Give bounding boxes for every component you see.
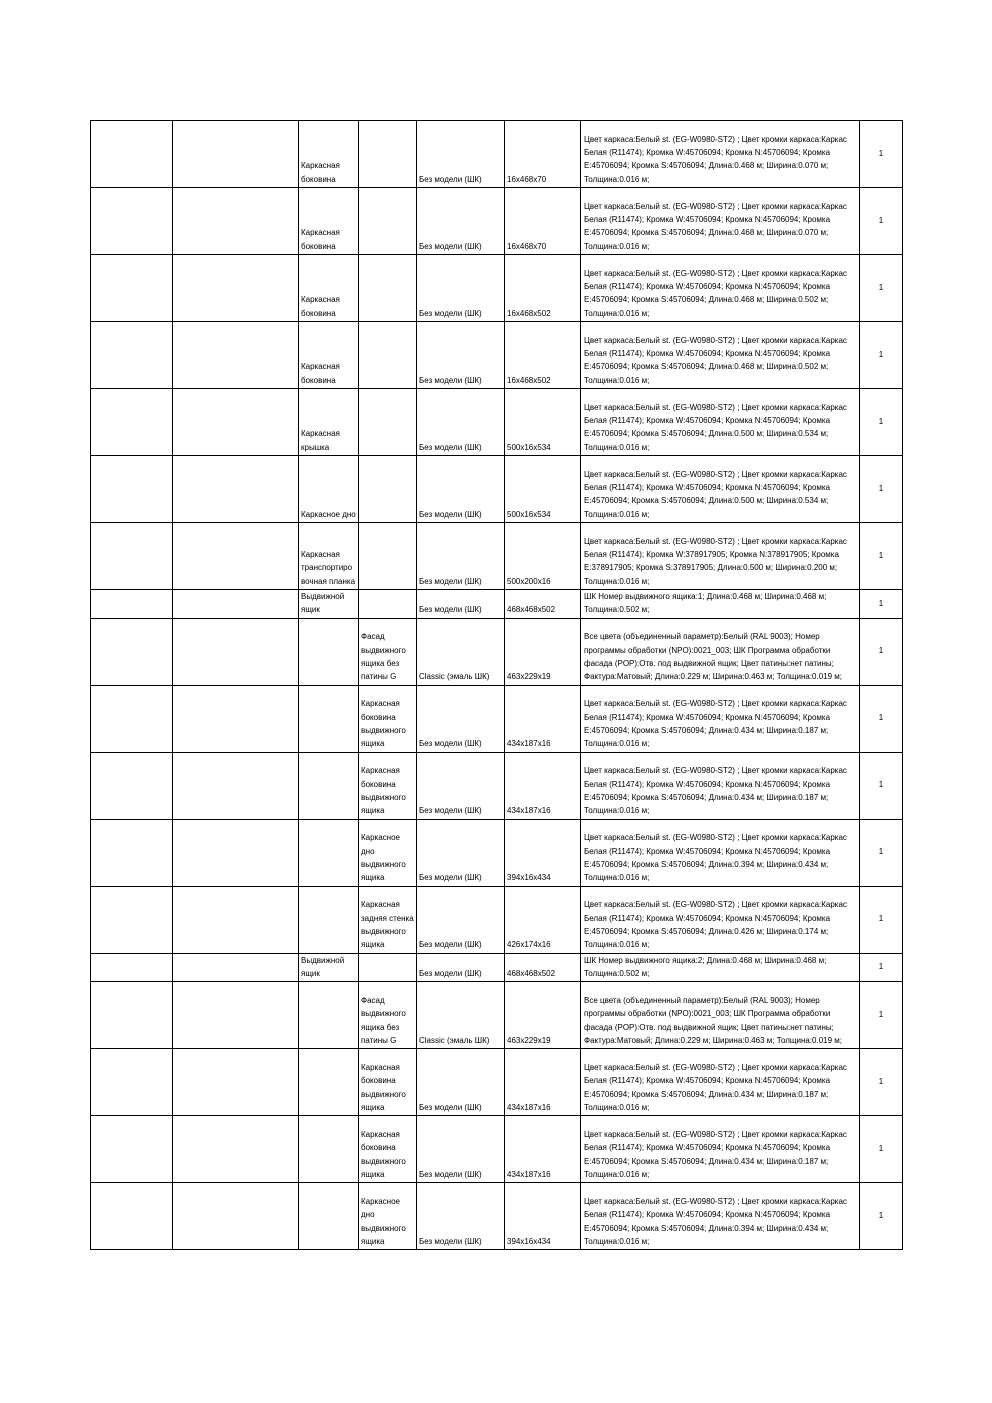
table-row	[91, 752, 903, 819]
cell-description: Цвет каркаса:Белый st. (EG-W0980-ST2) ; Цвет кромки каркаса:Каркас Белая (R11474); Кромка W:378917905; Кромка N:378917905; Кромка E:378917905; Кромка S:378917905; Длина:0.500 м; Ширина:0.200 м; Толщина:0.016 м;	[581, 523, 860, 590]
cell-subpart-name: Фасад выдвижного ящика без патины G	[359, 982, 417, 1049]
cell-description: Цвет каркаса:Белый st. (EG-W0980-ST2) ; Цвет кромки каркаса:Каркас Белая (R11474); Кромка W:45706094; Кромка N:45706094; Кромка E:45706094; Кромка S:45706094; Длина:0.468 м; Ширина:0.502 м; Толщина:0.016 м;	[581, 255, 860, 322]
cell-description: Цвет каркаса:Белый st. (EG-W0980-ST2) ; Цвет кромки каркаса:Каркас Белая (R11474); Кромка W:45706094; Кромка N:45706094; Кромка E:45706094; Кромка S:45706094; Длина:0.468 м; Ширина:0.070 м; Толщина:0.016 м;	[581, 121, 860, 188]
cell-col-2	[173, 685, 299, 752]
cell-model: Без модели (ШК)	[417, 819, 505, 886]
cell-col-2	[173, 886, 299, 953]
table-row	[91, 819, 903, 886]
cell-col-1	[91, 322, 173, 389]
cell-quantity: 1	[860, 1183, 903, 1250]
cell-col-2	[173, 523, 299, 590]
cell-model: Без модели (ШК)	[417, 685, 505, 752]
cell-description: Цвет каркаса:Белый st. (EG-W0980-ST2) ; Цвет кромки каркаса:Каркас Белая (R11474); Кромка W:45706094; Кромка N:45706094; Кромка E:45706094; Кромка S:45706094; Длина:0.468 м; Ширина:0.502 м; Толщина:0.016 м;	[581, 322, 860, 389]
cell-subpart-name	[359, 389, 417, 456]
cell-col-1	[91, 389, 173, 456]
table-row	[91, 685, 903, 752]
cell-part-name: Каркасная боковина	[299, 255, 359, 322]
cell-col-2	[173, 121, 299, 188]
cell-subpart-name	[359, 322, 417, 389]
cell-description: Цвет каркаса:Белый st. (EG-W0980-ST2) ; Цвет кромки каркаса:Каркас Белая (R11474); Кромка W:45706094; Кромка N:45706094; Кромка E:45706094; Кромка S:45706094; Длина:0.500 м; Ширина:0.534 м; Толщина:0.016 м;	[581, 456, 860, 523]
cell-model: Classic (эмаль ШК)	[417, 982, 505, 1049]
table-row	[91, 523, 903, 590]
cell-description: Все цвета (объединенный параметр):Белый (RAL 9003); Номер программы обработки (NPO):0021_003; ШК Программа обработки фасада (POP):Отв. под выдвижной ящик; Цвет патины:нет патины; Фактура:Матовый; Длина:0.229 м; Ширина:0.463 м; Толщина:0.019 м;	[581, 982, 860, 1049]
cell-subpart-name: Фасад выдвижного ящика без патины G	[359, 618, 417, 685]
cell-col-1	[91, 819, 173, 886]
cell-quantity: 1	[860, 389, 903, 456]
cell-col-2	[173, 389, 299, 456]
cell-model: Без модели (ШК)	[417, 322, 505, 389]
cell-col-1	[91, 188, 173, 255]
cell-col-1	[91, 590, 173, 619]
cell-col-1	[91, 982, 173, 1049]
cell-quantity: 1	[860, 953, 903, 982]
cell-quantity: 1	[860, 618, 903, 685]
cell-quantity: 1	[860, 456, 903, 523]
specification-table	[90, 120, 903, 1250]
table-row	[91, 618, 903, 685]
cell-description: ШК Номер выдвижного ящика:1; Длина:0.468 м; Ширина:0.468 м; Толщина:0.502 м;	[581, 590, 860, 619]
cell-col-2	[173, 982, 299, 1049]
cell-part-name	[299, 886, 359, 953]
cell-size: 434x187x16	[505, 685, 581, 752]
cell-model: Без модели (ШК)	[417, 1116, 505, 1183]
cell-model: Без модели (ШК)	[417, 752, 505, 819]
cell-col-1	[91, 752, 173, 819]
cell-col-2	[173, 752, 299, 819]
cell-col-1	[91, 121, 173, 188]
cell-size: 500x16x534	[505, 389, 581, 456]
table-row	[91, 982, 903, 1049]
cell-col-2	[173, 953, 299, 982]
table-row	[91, 456, 903, 523]
cell-part-name	[299, 819, 359, 886]
cell-col-1	[91, 685, 173, 752]
cell-model: Без модели (ШК)	[417, 1183, 505, 1250]
cell-col-2	[173, 188, 299, 255]
cell-model: Без модели (ШК)	[417, 886, 505, 953]
table-row	[91, 255, 903, 322]
cell-model: Без модели (ШК)	[417, 121, 505, 188]
cell-size: 463x229x19	[505, 618, 581, 685]
table-row	[91, 121, 903, 188]
cell-col-2	[173, 322, 299, 389]
cell-size: 434x187x16	[505, 752, 581, 819]
cell-col-2	[173, 1116, 299, 1183]
cell-col-2	[173, 456, 299, 523]
cell-subpart-name	[359, 121, 417, 188]
cell-size: 468x468x502	[505, 953, 581, 982]
table-row	[91, 1116, 903, 1183]
cell-size: 16x468x70	[505, 188, 581, 255]
cell-subpart-name: Каркасная боковина выдвижного ящика	[359, 685, 417, 752]
cell-part-name	[299, 1183, 359, 1250]
cell-model: Classic (эмаль ШК)	[417, 618, 505, 685]
cell-model: Без модели (ШК)	[417, 953, 505, 982]
cell-part-name	[299, 685, 359, 752]
cell-subpart-name	[359, 188, 417, 255]
cell-quantity: 1	[860, 819, 903, 886]
cell-size: 500x16x534	[505, 456, 581, 523]
cell-col-1	[91, 886, 173, 953]
cell-description: Цвет каркаса:Белый st. (EG-W0980-ST2) ; Цвет кромки каркаса:Каркас Белая (R11474); Кромка W:45706094; Кромка N:45706094; Кромка E:45706094; Кромка S:45706094; Длина:0.394 м; Ширина:0.434 м; Толщина:0.016 м;	[581, 819, 860, 886]
table-row	[91, 886, 903, 953]
cell-subpart-name: Каркасная задняя стенка выдвижного ящика	[359, 886, 417, 953]
cell-col-2	[173, 819, 299, 886]
cell-subpart-name	[359, 523, 417, 590]
cell-subpart-name: Каркасная боковина выдвижного ящика	[359, 1049, 417, 1116]
table-row	[91, 188, 903, 255]
table-row	[91, 953, 903, 982]
cell-col-1	[91, 523, 173, 590]
cell-part-name: Каркасная боковина	[299, 188, 359, 255]
cell-part-name: Каркасное дно	[299, 456, 359, 523]
cell-col-2	[173, 255, 299, 322]
cell-col-1	[91, 456, 173, 523]
cell-subpart-name	[359, 456, 417, 523]
cell-col-1	[91, 1116, 173, 1183]
cell-quantity: 1	[860, 188, 903, 255]
cell-description: Цвет каркаса:Белый st. (EG-W0980-ST2) ; Цвет кромки каркаса:Каркас Белая (R11474); Кромка W:45706094; Кромка N:45706094; Кромка E:45706094; Кромка S:45706094; Длина:0.426 м; Ширина:0.174 м; Толщина:0.016 м;	[581, 886, 860, 953]
cell-size: 16x468x70	[505, 121, 581, 188]
cell-part-name	[299, 982, 359, 1049]
table-row	[91, 322, 903, 389]
table-body	[91, 121, 903, 1250]
cell-part-name: Каркасная боковина	[299, 121, 359, 188]
cell-quantity: 1	[860, 121, 903, 188]
cell-quantity: 1	[860, 1049, 903, 1116]
cell-part-name	[299, 618, 359, 685]
cell-description: Цвет каркаса:Белый st. (EG-W0980-ST2) ; Цвет кромки каркаса:Каркас Белая (R11474); Кромка W:45706094; Кромка N:45706094; Кромка E:45706094; Кромка S:45706094; Длина:0.394 м; Ширина:0.434 м; Толщина:0.016 м;	[581, 1183, 860, 1250]
cell-part-name: Выдвижной ящик	[299, 590, 359, 619]
table-row	[91, 590, 903, 619]
cell-subpart-name	[359, 953, 417, 982]
cell-description: Цвет каркаса:Белый st. (EG-W0980-ST2) ; Цвет кромки каркаса:Каркас Белая (R11474); Кромка W:45706094; Кромка N:45706094; Кромка E:45706094; Кромка S:45706094; Длина:0.468 м; Ширина:0.070 м; Толщина:0.016 м;	[581, 188, 860, 255]
cell-subpart-name: Каркасная боковина выдвижного ящика	[359, 1116, 417, 1183]
cell-model: Без модели (ШК)	[417, 1049, 505, 1116]
cell-description: Все цвета (объединенный параметр):Белый (RAL 9003); Номер программы обработки (NPO):0021_003; ШК Программа обработки фасада (POP):Отв. под выдвижной ящик; Цвет патины:нет патины; Фактура:Матовый; Длина:0.229 м; Ширина:0.463 м; Толщина:0.019 м;	[581, 618, 860, 685]
cell-size: 394x16x434	[505, 819, 581, 886]
cell-subpart-name: Каркасное дно выдвижного ящика	[359, 1183, 417, 1250]
cell-part-name	[299, 752, 359, 819]
cell-col-2	[173, 590, 299, 619]
cell-size: 434x187x16	[505, 1116, 581, 1183]
cell-quantity: 1	[860, 886, 903, 953]
cell-subpart-name: Каркасная боковина выдвижного ящика	[359, 752, 417, 819]
cell-size: 463x229x19	[505, 982, 581, 1049]
cell-quantity: 1	[860, 1116, 903, 1183]
cell-col-1	[91, 1183, 173, 1250]
cell-description: Цвет каркаса:Белый st. (EG-W0980-ST2) ; Цвет кромки каркаса:Каркас Белая (R11474); Кромка W:45706094; Кромка N:45706094; Кромка E:45706094; Кромка S:45706094; Длина:0.434 м; Ширина:0.187 м; Толщина:0.016 м;	[581, 685, 860, 752]
cell-description: Цвет каркаса:Белый st. (EG-W0980-ST2) ; Цвет кромки каркаса:Каркас Белая (R11474); Кромка W:45706094; Кромка N:45706094; Кромка E:45706094; Кромка S:45706094; Длина:0.434 м; Ширина:0.187 м; Толщина:0.016 м;	[581, 752, 860, 819]
cell-size: 500x200x16	[505, 523, 581, 590]
cell-quantity: 1	[860, 752, 903, 819]
cell-size: 468x468x502	[505, 590, 581, 619]
cell-model: Без модели (ШК)	[417, 590, 505, 619]
cell-subpart-name	[359, 255, 417, 322]
cell-model: Без модели (ШК)	[417, 255, 505, 322]
cell-quantity: 1	[860, 255, 903, 322]
cell-description: Цвет каркаса:Белый st. (EG-W0980-ST2) ; Цвет кромки каркаса:Каркас Белая (R11474); Кромка W:45706094; Кромка N:45706094; Кромка E:45706094; Кромка S:45706094; Длина:0.434 м; Ширина:0.187 м; Толщина:0.016 м;	[581, 1049, 860, 1116]
cell-quantity: 1	[860, 982, 903, 1049]
cell-col-2	[173, 1049, 299, 1116]
cell-description: Цвет каркаса:Белый st. (EG-W0980-ST2) ; Цвет кромки каркаса:Каркас Белая (R11474); Кромка W:45706094; Кромка N:45706094; Кромка E:45706094; Кромка S:45706094; Длина:0.500 м; Ширина:0.534 м; Толщина:0.016 м;	[581, 389, 860, 456]
cell-model: Без модели (ШК)	[417, 523, 505, 590]
cell-part-name: Каркасная крышка	[299, 389, 359, 456]
cell-col-1	[91, 1049, 173, 1116]
cell-quantity: 1	[860, 322, 903, 389]
cell-model: Без модели (ШК)	[417, 456, 505, 523]
table-row	[91, 1183, 903, 1250]
cell-part-name	[299, 1049, 359, 1116]
cell-col-1	[91, 618, 173, 685]
cell-size: 434x187x16	[505, 1049, 581, 1116]
cell-description: Цвет каркаса:Белый st. (EG-W0980-ST2) ; Цвет кромки каркаса:Каркас Белая (R11474); Кромка W:45706094; Кромка N:45706094; Кромка E:45706094; Кромка S:45706094; Длина:0.434 м; Ширина:0.187 м; Толщина:0.016 м;	[581, 1116, 860, 1183]
cell-size: 16x468x502	[505, 322, 581, 389]
cell-description: ШК Номер выдвижного ящика:2; Длина:0.468 м; Ширина:0.468 м; Толщина:0.502 м;	[581, 953, 860, 982]
cell-col-2	[173, 618, 299, 685]
cell-quantity: 1	[860, 590, 903, 619]
cell-model: Без модели (ШК)	[417, 188, 505, 255]
cell-size: 394x16x434	[505, 1183, 581, 1250]
table-row	[91, 389, 903, 456]
table-row	[91, 1049, 903, 1116]
cell-subpart-name: Каркасное дно выдвижного ящика	[359, 819, 417, 886]
cell-col-2	[173, 1183, 299, 1250]
cell-quantity: 1	[860, 523, 903, 590]
cell-quantity: 1	[860, 685, 903, 752]
cell-part-name	[299, 1116, 359, 1183]
cell-size: 16x468x502	[505, 255, 581, 322]
cell-size: 426x174x16	[505, 886, 581, 953]
cell-part-name: Выдвижной ящик	[299, 953, 359, 982]
cell-part-name: Каркасная боковина	[299, 322, 359, 389]
cell-subpart-name	[359, 590, 417, 619]
cell-col-1	[91, 953, 173, 982]
cell-col-1	[91, 255, 173, 322]
cell-part-name: Каркасная транспортировочная планка	[299, 523, 359, 590]
cell-model: Без модели (ШК)	[417, 389, 505, 456]
